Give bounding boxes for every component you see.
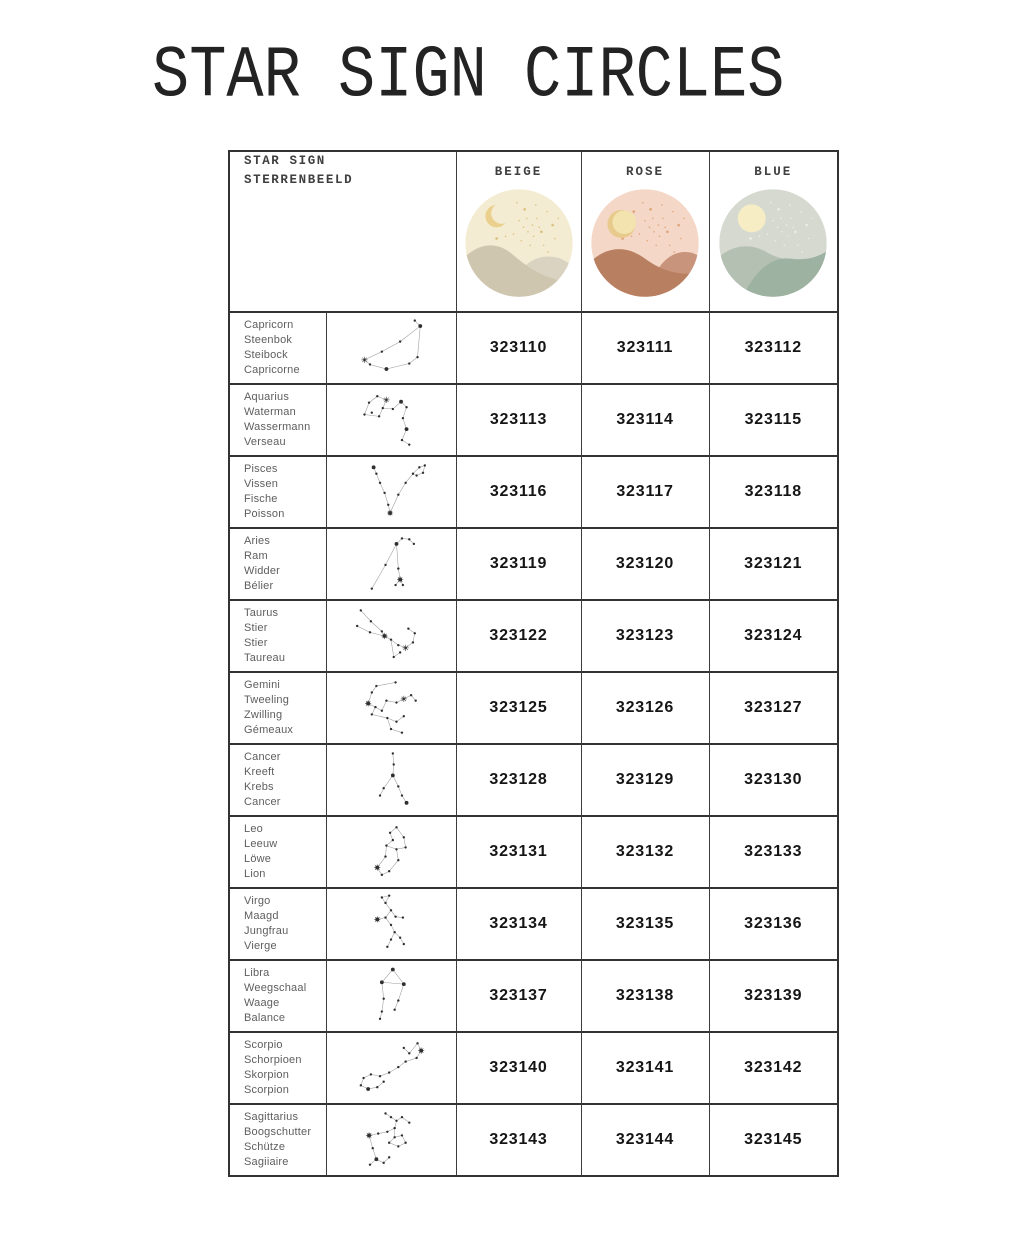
product-code-blue: 323124 <box>709 600 838 672</box>
product-code-beige: 323125 <box>456 672 581 744</box>
row-header-label <box>230 152 456 210</box>
product-code-beige: 323134 <box>456 888 581 960</box>
sign-name: Zwilling <box>244 709 283 721</box>
constellation-cell <box>326 1032 456 1104</box>
product-code-blue: 323112 <box>709 312 838 384</box>
beige-circle-swatch-icon <box>463 187 575 299</box>
blue-circle-swatch-icon <box>717 187 829 299</box>
sign-name: Scorpio <box>244 1039 283 1052</box>
rose-circle-swatch-icon <box>589 187 701 299</box>
product-code-beige: 323116 <box>456 456 581 528</box>
sign-name: Wassermann <box>244 421 311 433</box>
sign-name: Boogschutter <box>244 1126 312 1139</box>
constellation-scorpio-icon <box>329 1036 453 1100</box>
sign-name: Jungfrau <box>244 925 289 937</box>
sign-name-list <box>230 318 326 377</box>
constellation-sagittarius-icon <box>329 1108 453 1172</box>
sign-name: Sagittarius <box>244 1111 299 1124</box>
header-row <box>229 151 838 312</box>
sign-name: Leo <box>244 823 263 836</box>
sign-name: Taurus <box>244 607 279 620</box>
column-label-beige: BEIGE <box>494 165 543 179</box>
swatch-wrap-blue <box>710 187 838 299</box>
sign-name-list <box>230 894 326 953</box>
sign-name: Sagiiaire <box>244 1155 289 1168</box>
product-code-rose: 323144 <box>581 1104 709 1176</box>
table-row-aries <box>229 528 838 600</box>
sign-names-cell <box>229 672 326 744</box>
sign-name-list <box>230 1110 326 1169</box>
sign-name: Poisson <box>244 507 285 520</box>
table-row-leo <box>229 816 838 888</box>
product-code-beige: 323113 <box>456 384 581 456</box>
constellation-cell <box>326 312 456 384</box>
sign-names-cell <box>229 744 326 816</box>
constellation-cancer-icon <box>329 748 453 812</box>
sign-name-list <box>230 534 326 593</box>
constellation-cell <box>326 528 456 600</box>
product-code-blue: 323133 <box>709 816 838 888</box>
constellation-cell <box>326 744 456 816</box>
sign-name: Libra <box>244 967 270 980</box>
table-row-aquarius <box>229 384 838 456</box>
sign-name-list <box>230 462 326 521</box>
sign-name: Steibock <box>244 349 288 361</box>
row-header-line1: STAR SIGN <box>244 154 326 168</box>
constellation-aries-icon <box>329 532 453 596</box>
product-code-beige: 323110 <box>456 312 581 384</box>
constellation-cell <box>326 600 456 672</box>
sign-name: Widder <box>244 565 281 577</box>
constellation-gemini-icon <box>329 676 453 740</box>
sign-name: Stier <box>244 637 268 649</box>
sign-name: Taureau <box>244 651 286 664</box>
sign-name: Krebs <box>244 781 274 793</box>
column-header-beige <box>456 151 581 312</box>
product-code-beige: 323143 <box>456 1104 581 1176</box>
table-header <box>229 151 838 312</box>
product-code-blue: 323136 <box>709 888 838 960</box>
sign-name: Capricorn <box>244 319 294 332</box>
sign-name: Waterman <box>244 406 296 419</box>
product-code-beige: 323128 <box>456 744 581 816</box>
sign-name: Schorpioen <box>244 1054 302 1067</box>
product-code-beige: 323131 <box>456 816 581 888</box>
sign-names-cell <box>229 960 326 1032</box>
sign-name-list <box>230 678 326 737</box>
sign-name-list <box>230 606 326 665</box>
sign-name: Balance <box>244 1011 286 1024</box>
product-code-rose: 323141 <box>581 1032 709 1104</box>
sign-name-list <box>230 750 326 809</box>
product-code-beige: 323137 <box>456 960 581 1032</box>
sign-name: Fische <box>244 493 278 505</box>
constellation-cell <box>326 672 456 744</box>
product-code-blue: 323130 <box>709 744 838 816</box>
sign-names-cell <box>229 1032 326 1104</box>
sign-name: Maagd <box>244 910 279 923</box>
constellation-cell <box>326 456 456 528</box>
sign-name: Scorpion <box>244 1083 290 1096</box>
table-row-cancer <box>229 744 838 816</box>
table-body <box>229 312 838 1176</box>
constellation-capricorn-icon <box>329 316 453 380</box>
sign-name: Waage <box>244 997 280 1009</box>
sign-names-cell <box>229 888 326 960</box>
table-row-sagittarius <box>229 1104 838 1176</box>
column-label-blue: BLUE <box>754 165 793 179</box>
table-row-scorpio <box>229 1032 838 1104</box>
page-title: STAR SIGN CIRCLES <box>152 34 785 118</box>
product-code-rose: 323111 <box>581 312 709 384</box>
product-code-blue: 323145 <box>709 1104 838 1176</box>
constellation-leo-icon <box>329 820 453 884</box>
product-code-rose: 323114 <box>581 384 709 456</box>
table-row-virgo <box>229 888 838 960</box>
constellation-cell <box>326 960 456 1032</box>
sign-name-list <box>230 966 326 1025</box>
sign-name: Cancer <box>244 795 281 808</box>
sign-name: Steenbok <box>244 334 293 347</box>
product-code-blue: 323121 <box>709 528 838 600</box>
column-header-blue <box>709 151 838 312</box>
sign-names-cell <box>229 312 326 384</box>
sign-name: Tweeling <box>244 694 290 707</box>
sign-name: Aries <box>244 535 271 548</box>
sign-name: Gemini <box>244 679 281 692</box>
sign-name: Stier <box>244 622 268 635</box>
sign-name: Kreeft <box>244 766 275 779</box>
constellation-taurus-icon <box>329 604 453 668</box>
sign-names-cell <box>229 600 326 672</box>
table-row-pisces <box>229 456 838 528</box>
sign-name: Aquarius <box>244 391 290 404</box>
product-code-beige: 323140 <box>456 1032 581 1104</box>
sign-name: Cancer <box>244 751 281 764</box>
column-header-rose <box>581 151 709 312</box>
constellation-cell <box>326 816 456 888</box>
product-code-blue: 323139 <box>709 960 838 1032</box>
sign-name: Schütze <box>244 1141 286 1153</box>
sign-name: Weegschaal <box>244 982 307 995</box>
constellation-cell <box>326 888 456 960</box>
sign-name-list <box>230 1038 326 1097</box>
constellation-cell <box>326 1104 456 1176</box>
sign-name: Skorpion <box>244 1069 290 1081</box>
sign-name: Vissen <box>244 478 279 491</box>
constellation-pisces-icon <box>329 460 453 524</box>
sign-name-list <box>230 390 326 449</box>
swatch-wrap-beige <box>457 187 581 299</box>
constellation-cell <box>326 384 456 456</box>
sign-name: Ram <box>244 550 268 563</box>
table-row-gemini <box>229 672 838 744</box>
sign-name: Leeuw <box>244 838 278 851</box>
sign-names-cell <box>229 816 326 888</box>
sign-names-cell <box>229 456 326 528</box>
sign-name-list <box>230 822 326 881</box>
table-row-taurus <box>229 600 838 672</box>
product-code-rose: 323132 <box>581 816 709 888</box>
product-code-rose: 323126 <box>581 672 709 744</box>
product-code-blue: 323127 <box>709 672 838 744</box>
sign-name: Pisces <box>244 463 278 476</box>
sign-name: Gémeaux <box>244 723 294 736</box>
product-code-rose: 323120 <box>581 528 709 600</box>
product-code-rose: 323129 <box>581 744 709 816</box>
product-code-rose: 323135 <box>581 888 709 960</box>
sign-name: Lion <box>244 867 266 880</box>
product-code-beige: 323119 <box>456 528 581 600</box>
sign-name: Capricorne <box>244 363 300 376</box>
column-label-rose: ROSE <box>625 165 664 179</box>
sign-name: Virgo <box>244 895 271 908</box>
sign-names-cell <box>229 384 326 456</box>
star-sign-table <box>228 150 839 1177</box>
sign-names-cell <box>229 528 326 600</box>
sign-name: Bélier <box>244 579 274 592</box>
constellation-aquarius-icon <box>329 388 453 452</box>
swatch-wrap-rose <box>582 187 709 299</box>
row-header-line2: STERRENBEELD <box>244 172 354 187</box>
product-code-beige: 323122 <box>456 600 581 672</box>
product-code-blue: 323118 <box>709 456 838 528</box>
product-code-rose: 323123 <box>581 600 709 672</box>
product-code-blue: 323115 <box>709 384 838 456</box>
product-code-rose: 323138 <box>581 960 709 1032</box>
sign-name: Verseau <box>244 435 286 448</box>
row-header-cell <box>229 151 456 312</box>
sign-name: Löwe <box>244 853 272 865</box>
constellation-libra-icon <box>329 964 453 1028</box>
sign-names-cell <box>229 1104 326 1176</box>
table-row-capricorn <box>229 312 838 384</box>
sign-name: Vierge <box>244 939 277 952</box>
product-code-blue: 323142 <box>709 1032 838 1104</box>
constellation-virgo-icon <box>329 892 453 956</box>
table-row-libra <box>229 960 838 1032</box>
product-code-rose: 323117 <box>581 456 709 528</box>
